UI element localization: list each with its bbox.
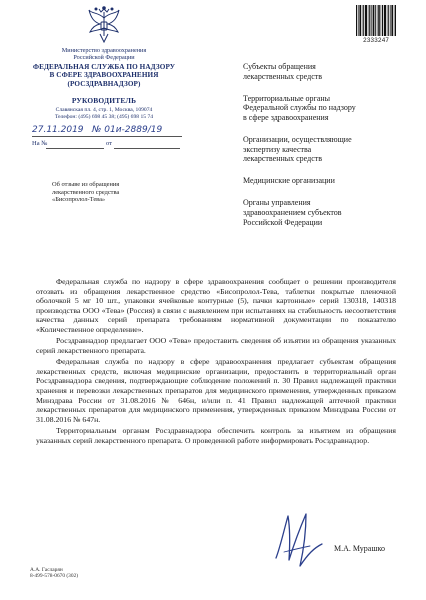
- registration-number-prefix: №: [92, 125, 102, 135]
- head-title: РУКОВОДИТЕЛЬ: [71, 96, 137, 105]
- body-paragraph-1: Федеральная служба по надзору в сфере здравоохранения сообщает о решении производителя отозвать из обращения лекарственное средство «Бисопролол-Тева, таблетки покрытые пленочной оболочкой 5 мг 10 шт., упаковки ячейковые контурные (5), пачки картонные» серий 130318, 140318 производства ООО «Тева» (Россия) в связи с выявлением при испытаниях на стабильность несоответствия качества данных серий препарата требованиям нормативной документации по показателю «Количественное определение».: [36, 277, 396, 334]
- agency-line-3: (РОСЗДРАВНАДЗОР): [67, 79, 141, 88]
- agency-name: [24, 63, 184, 88]
- agency-line-2: В СФЕРЕ ЗДРАВООХРАНЕНИЯ: [49, 71, 159, 80]
- recipient-line: Федеральной службы по надзору: [243, 103, 356, 113]
- ministry-name: [34, 47, 174, 61]
- registration-line: [32, 125, 182, 137]
- body-paragraph-3: Федеральная служба по надзору в сфере здравоохранения предлагает субъектам обращения лекарственных средств, включая медицинские организации, предоставить в территориальный орган Росздравнадзора сведения, подтверждающие соблюдение положений п. 30 Правил надлежащей практики хранения и перевозки лекарственных препаратов для медицинского применения, утвержденных приказом Минздрава России от 31.08.2016 № 646н, и/или п. 41 Правил надлежащей аптечной практики лекарственных препаратов для медицинского применения, утвержденных приказом Минздрава России от 31.08.2016 № 647н.: [36, 357, 396, 424]
- subject-line-2: лекарственного средства: [52, 188, 120, 196]
- barcode-number: 2333247: [363, 37, 389, 44]
- executor-info: [30, 567, 78, 580]
- recipient-item: [243, 94, 393, 123]
- registration-date: 27.11.2019: [32, 125, 84, 135]
- letter-body: [36, 277, 396, 447]
- recipient-line: Российской Федерации: [243, 217, 323, 227]
- executor-phone: 8-499-578-0670 (302): [30, 573, 79, 580]
- reference-number-blank: [46, 148, 104, 149]
- recipient-item: [243, 176, 393, 186]
- reference-from-label: от: [106, 140, 113, 147]
- recipient-item: [243, 62, 393, 81]
- phone-line: Телефон: (495) 698 45 38; (495) 698 15 74: [54, 114, 154, 120]
- recipient-line: Субъекты обращения: [243, 62, 316, 71]
- registration-number-value: 01и-2889/19: [104, 125, 163, 135]
- body-paragraph-4: Территориальным органам Росздравнадзора обеспечить контроль за изъятием из обращения указанных серий лекарственного препарата. О проведенной работе информировать Росздравнадзор.: [36, 426, 396, 445]
- recipient-item: [243, 135, 393, 164]
- signer-name: М.А. Мурашко: [334, 544, 385, 553]
- reference-date-blank: [114, 148, 180, 149]
- recipient-line: в сфере здравоохранения: [243, 112, 329, 122]
- recipient-line: Медицинские организации: [243, 176, 335, 186]
- subject-line-1: Об отзыве из обращения: [52, 181, 120, 188]
- recipient-line: Организации, осуществляющие: [243, 134, 352, 144]
- reference-line: [32, 140, 182, 150]
- recipient-item: [243, 198, 393, 227]
- ministry-line-1: Министерство здравоохранения: [61, 47, 147, 54]
- recipient-line: лекарственных средств: [243, 154, 323, 164]
- registration-number: [92, 125, 162, 135]
- recipients-list: [243, 62, 393, 240]
- agency-line-1: ФЕДЕРАЛЬНАЯ СЛУЖБА ПО НАДЗОРУ: [32, 63, 176, 71]
- handwritten-signature: [270, 508, 326, 574]
- executor-name: А.А. Гасларян: [30, 567, 63, 573]
- recipient-line: экспертизу качества: [243, 144, 312, 154]
- ministry-line-2: Российской Федерации: [73, 54, 135, 61]
- body-paragraph-2: Росздравнадзор предлагает ООО «Тева» предоставить сведения об изъятии из обращения указанных серий лекарственного препарата.: [36, 336, 396, 355]
- coat-of-arms-emblem: [86, 6, 122, 46]
- recipient-line: Территориальные органы: [243, 93, 331, 103]
- reference-prefix: На №: [32, 140, 48, 147]
- letter-subject: [52, 181, 162, 204]
- recipient-line: лекарственных средств: [243, 71, 323, 81]
- address-line: Славянская пл. 4, стр. 1, Москва, 109074: [55, 107, 153, 113]
- barcode-image: [356, 5, 396, 36]
- registration-underline: [32, 136, 182, 137]
- subject-line-3: «Бисопролол-Тева»: [52, 196, 106, 204]
- recipient-line: Органы управления: [243, 198, 311, 208]
- recipient-line: здравоохранением субъектов: [243, 207, 342, 217]
- agency-address: [34, 107, 174, 121]
